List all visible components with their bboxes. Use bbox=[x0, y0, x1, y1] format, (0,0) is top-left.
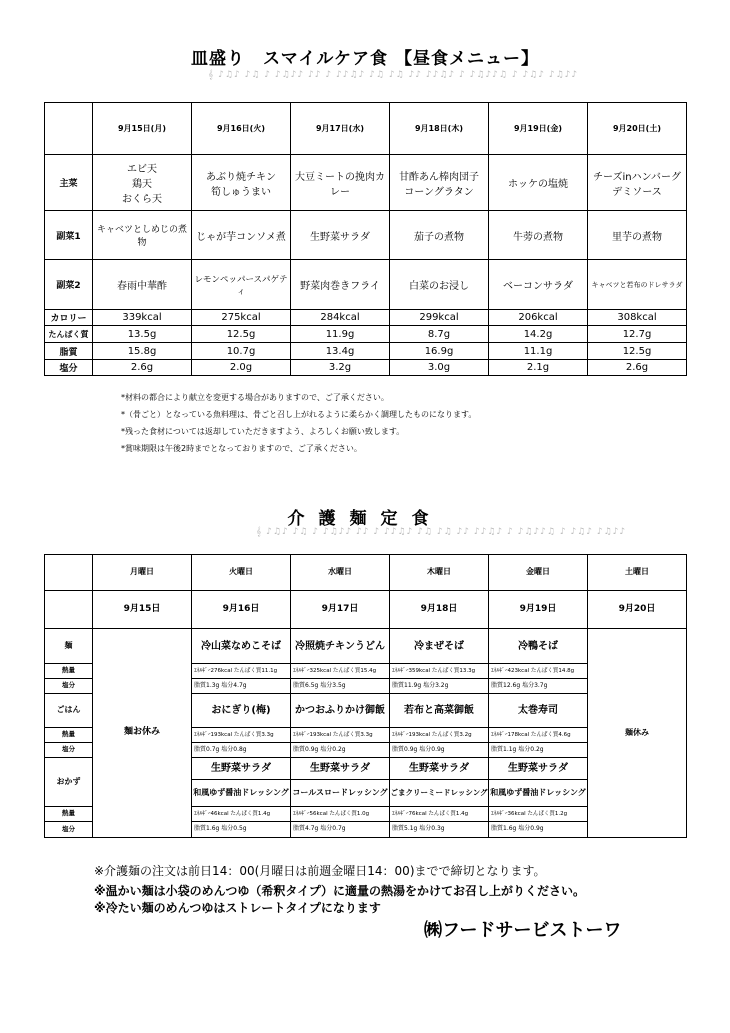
side-dish-1: 里芋の煮物 bbox=[588, 211, 687, 260]
side-fat-salt: 脂質1.6g 塩分0.9g bbox=[489, 822, 588, 838]
rice-fat-salt: 脂質0.9g 塩分0.2g bbox=[291, 743, 390, 758]
lunch-note: *材料の都合により献立を変更する場合がありますので、ご了承ください。 bbox=[121, 393, 389, 402]
side-dish-2: 白菜のお浸し bbox=[390, 260, 489, 310]
row-label-calorie: カロリー bbox=[45, 310, 93, 326]
calorie-value: 308kcal bbox=[588, 310, 687, 326]
noodle-dish: 冷照焼チキンうどん bbox=[291, 629, 390, 664]
row-label-side2: 副菜2 bbox=[45, 260, 93, 310]
side-dish-1: 生野菜サラダ bbox=[291, 211, 390, 260]
protein-value: 13.5g bbox=[93, 326, 192, 343]
main-dish: チーズinハンバーグ デミソース bbox=[588, 155, 687, 211]
corner-cell bbox=[45, 103, 93, 155]
row-label-protein: たんぱく質 bbox=[45, 326, 93, 343]
main-dish: 大豆ミートの挽肉カ レー bbox=[291, 155, 390, 211]
footer-note: ※温かい麺は小袋のめんつゆ（希釈タイプ）に適量の熱湯をかけてお召し上がりください。 bbox=[94, 884, 585, 898]
rice-energy: ｴﾈﾙｷﾞｰ178kcal たんぱく質4.6g bbox=[489, 728, 588, 743]
weekday-header: 木曜日 bbox=[390, 555, 489, 591]
row-label-energy: 熱量 bbox=[45, 664, 93, 679]
rice-dish: かつおふりかけ御飯 bbox=[291, 694, 390, 728]
dressing-name: コールスロードレッシング bbox=[291, 780, 390, 807]
salt-value: 2.6g bbox=[93, 360, 192, 376]
side-dish: 生野菜サラダ bbox=[192, 758, 291, 780]
protein-value: 12.5g bbox=[192, 326, 291, 343]
calorie-value: 206kcal bbox=[489, 310, 588, 326]
fat-value: 10.7g bbox=[192, 343, 291, 360]
row-label-main: 主菜 bbox=[45, 155, 93, 211]
side-dish-1: じゃが芋コンソメ煮 bbox=[192, 211, 291, 260]
day-header: 9月17日(水) bbox=[291, 103, 390, 155]
dressing-name: 和風ゆず醤油ドレッシング bbox=[489, 780, 588, 807]
rice-dish: 若布と高菜御飯 bbox=[390, 694, 489, 728]
rice-energy: ｴﾈﾙｷﾞｰ193kcal たんぱく質3.3g bbox=[192, 728, 291, 743]
corner-cell bbox=[45, 555, 93, 591]
fat-value: 13.4g bbox=[291, 343, 390, 360]
side-fat-salt: 脂質4.7g 塩分0.7g bbox=[291, 822, 390, 838]
row-label-gohan: ごはん bbox=[45, 694, 93, 728]
side-energy: ｴﾈﾙｷﾞｰ46kcal たんぱく質1.4g bbox=[192, 807, 291, 822]
side-dish: 生野菜サラダ bbox=[291, 758, 390, 780]
company-name: ㈱フードサービストーワ bbox=[424, 920, 622, 941]
row-label-salt: 塩分 bbox=[45, 743, 93, 758]
side-dish-2: レモンペッパースパゲティ bbox=[192, 260, 291, 310]
protein-value: 12.7g bbox=[588, 326, 687, 343]
music-notes-decoration: 𝄞 ♪♫♪ ♪♫ ♪ ♪♫♪♪ ♪♪ ♪ ♪♪♫♪ ♪♫ ♪♫ ♪♪ ♪♪♫♪ ♪ ♪♫♪♪♫ ♪ ♪♫♪ ♪♫♪♪ bbox=[208, 70, 579, 80]
noodle-fat-salt: 脂質1.3g 塩分4.7g bbox=[192, 679, 291, 694]
rice-energy: ｴﾈﾙｷﾞｰ193kcal たんぱく質3.2g bbox=[390, 728, 489, 743]
date-header: 9月15日 bbox=[93, 591, 192, 629]
side-energy: ｴﾈﾙｷﾞｰ36kcal たんぱく質1.2g bbox=[489, 807, 588, 822]
row-label-salt: 塩分 bbox=[45, 822, 93, 838]
rice-energy: ｴﾈﾙｷﾞｰ193kcal たんぱく質3.3g bbox=[291, 728, 390, 743]
main-dish: あぶり焼チキン 筍しゅうまい bbox=[192, 155, 291, 211]
row-label-energy: 熱量 bbox=[45, 807, 93, 822]
saturday-closed: 麺休み bbox=[588, 629, 687, 838]
date-header: 9月19日 bbox=[489, 591, 588, 629]
weekday-header: 金曜日 bbox=[489, 555, 588, 591]
side-dish-2: 春雨中華酢 bbox=[93, 260, 192, 310]
day-header: 9月16日(火) bbox=[192, 103, 291, 155]
row-label-salt: 塩分 bbox=[45, 679, 93, 694]
row-label-salt: 塩分 bbox=[45, 360, 93, 376]
main-dish: 甘酢あん棒肉団子 コーングラタン bbox=[390, 155, 489, 211]
fat-value: 11.1g bbox=[489, 343, 588, 360]
main-dish: エビ天 鶏天 おくら天 bbox=[93, 155, 192, 211]
noodle-fat-salt: 脂質6.5g 塩分3.5g bbox=[291, 679, 390, 694]
salt-value: 2.6g bbox=[588, 360, 687, 376]
salt-value: 3.0g bbox=[390, 360, 489, 376]
fat-value: 16.9g bbox=[390, 343, 489, 360]
salt-value: 2.1g bbox=[489, 360, 588, 376]
side-fat-salt: 脂質5.1g 塩分0.3g bbox=[390, 822, 489, 838]
rice-dish: 太巻寿司 bbox=[489, 694, 588, 728]
dressing-name: 和風ゆず醤油ドレッシング bbox=[192, 780, 291, 807]
date-header: 9月16日 bbox=[192, 591, 291, 629]
music-notes-decoration: 𝄞 ♪♫♪ ♪♫ ♪ ♪♫♪♪ ♪♪ ♪ ♪♪♫♪ ♪♫ ♪♫ ♪♪ ♪♪♫♪ ♪ ♪♫♪♪♫ ♪ ♪♫♪ ♪♫♪♪ bbox=[256, 527, 627, 537]
noodle-energy: ｴﾈﾙｷﾞｰ276kcal たんぱく質11.1g bbox=[192, 664, 291, 679]
fat-value: 12.5g bbox=[588, 343, 687, 360]
lunch-menu-title: 皿盛り スマイルケア食 【昼食メニュー】 bbox=[191, 49, 539, 69]
footer-note: ※冷たい麺のめんつゆはストレートタイプになります bbox=[94, 901, 381, 915]
weekday-header: 土曜日 bbox=[588, 555, 687, 591]
noodle-fat-salt: 脂質12.6g 塩分3.7g bbox=[489, 679, 588, 694]
rice-fat-salt: 脂質0.9g 塩分0.9g bbox=[390, 743, 489, 758]
noodle-energy: ｴﾈﾙｷﾞｰ423kcal たんぱく質14.8g bbox=[489, 664, 588, 679]
calorie-value: 299kcal bbox=[390, 310, 489, 326]
row-label-energy: 熱量 bbox=[45, 728, 93, 743]
lunch-note: *賞味期限は午後2時までとなっておりますので、ご了承ください。 bbox=[121, 444, 362, 453]
calorie-value: 275kcal bbox=[192, 310, 291, 326]
rice-dish: おにぎり(梅) bbox=[192, 694, 291, 728]
side-energy: ｴﾈﾙｷﾞｰ56kcal たんぱく質1.0g bbox=[291, 807, 390, 822]
weekday-header: 火曜日 bbox=[192, 555, 291, 591]
protein-value: 8.7g bbox=[390, 326, 489, 343]
row-label-men: 麺 bbox=[45, 629, 93, 664]
day-header: 9月20日(土) bbox=[588, 103, 687, 155]
noodle-menu-table bbox=[44, 554, 687, 838]
noodle-energy: ｴﾈﾙｷﾞｰ325kcal たんぱく質15.4g bbox=[291, 664, 390, 679]
side-dish-2: キャベツと若布のドレサラダ bbox=[588, 260, 687, 310]
noodle-dish: 冷鴨そば bbox=[489, 629, 588, 664]
date-header: 9月20日 bbox=[588, 591, 687, 629]
side-dish: 生野菜サラダ bbox=[489, 758, 588, 780]
dressing-name: ごまクリーミードレッシング bbox=[390, 780, 489, 807]
row-label-okazu: おかず bbox=[45, 758, 93, 807]
side-energy: ｴﾈﾙｷﾞｰ76kcal たんぱく質1.4g bbox=[390, 807, 489, 822]
noodle-energy: ｴﾈﾙｷﾞｰ359kcal たんぱく質13.3g bbox=[390, 664, 489, 679]
side-dish-1: キャベツとしめじの煮物 bbox=[93, 211, 192, 260]
side-dish: 生野菜サラダ bbox=[390, 758, 489, 780]
monday-closed: 麺お休み bbox=[93, 629, 192, 838]
fat-value: 15.8g bbox=[93, 343, 192, 360]
main-dish: ホッケの塩焼 bbox=[489, 155, 588, 211]
noodle-menu-title: 介護麺定食 bbox=[287, 509, 443, 529]
corner-cell bbox=[45, 591, 93, 629]
calorie-value: 284kcal bbox=[291, 310, 390, 326]
footer-note: ※介護麺の注文は前日14：00(月曜日は前週金曜日14：00)までで締切となります。 bbox=[94, 864, 546, 878]
weekday-header: 水曜日 bbox=[291, 555, 390, 591]
rice-fat-salt: 脂質0.7g 塩分0.8g bbox=[192, 743, 291, 758]
side-fat-salt: 脂質1.6g 塩分0.5g bbox=[192, 822, 291, 838]
weekday-header: 月曜日 bbox=[93, 555, 192, 591]
protein-value: 11.9g bbox=[291, 326, 390, 343]
side-dish-1: 茄子の煮物 bbox=[390, 211, 489, 260]
day-header: 9月19日(金) bbox=[489, 103, 588, 155]
lunch-note: *（骨ごと）となっている魚料理は、骨ごと召し上がれるように柔らかく調理したものになります。 bbox=[121, 410, 477, 419]
side-dish-2: 野菜肉巻きフライ bbox=[291, 260, 390, 310]
day-header: 9月15日(月) bbox=[93, 103, 192, 155]
date-header: 9月17日 bbox=[291, 591, 390, 629]
lunch-note: *残った食材については返却していただきますよう、よろしくお願い致します。 bbox=[121, 427, 405, 436]
salt-value: 2.0g bbox=[192, 360, 291, 376]
side-dish-1: 牛蒡の煮物 bbox=[489, 211, 588, 260]
date-header: 9月18日 bbox=[390, 591, 489, 629]
rice-fat-salt: 脂質1.1g 塩分0.2g bbox=[489, 743, 588, 758]
noodle-dish: 冷まぜそば bbox=[390, 629, 489, 664]
noodle-fat-salt: 脂質11.9g 塩分3.2g bbox=[390, 679, 489, 694]
lunch-menu-table bbox=[44, 102, 687, 376]
row-label-fat: 脂質 bbox=[45, 343, 93, 360]
row-label-side1: 副菜1 bbox=[45, 211, 93, 260]
salt-value: 3.2g bbox=[291, 360, 390, 376]
calorie-value: 339kcal bbox=[93, 310, 192, 326]
day-header: 9月18日(木) bbox=[390, 103, 489, 155]
side-dish-2: ベーコンサラダ bbox=[489, 260, 588, 310]
protein-value: 14.2g bbox=[489, 326, 588, 343]
noodle-dish: 冷山菜なめこそば bbox=[192, 629, 291, 664]
